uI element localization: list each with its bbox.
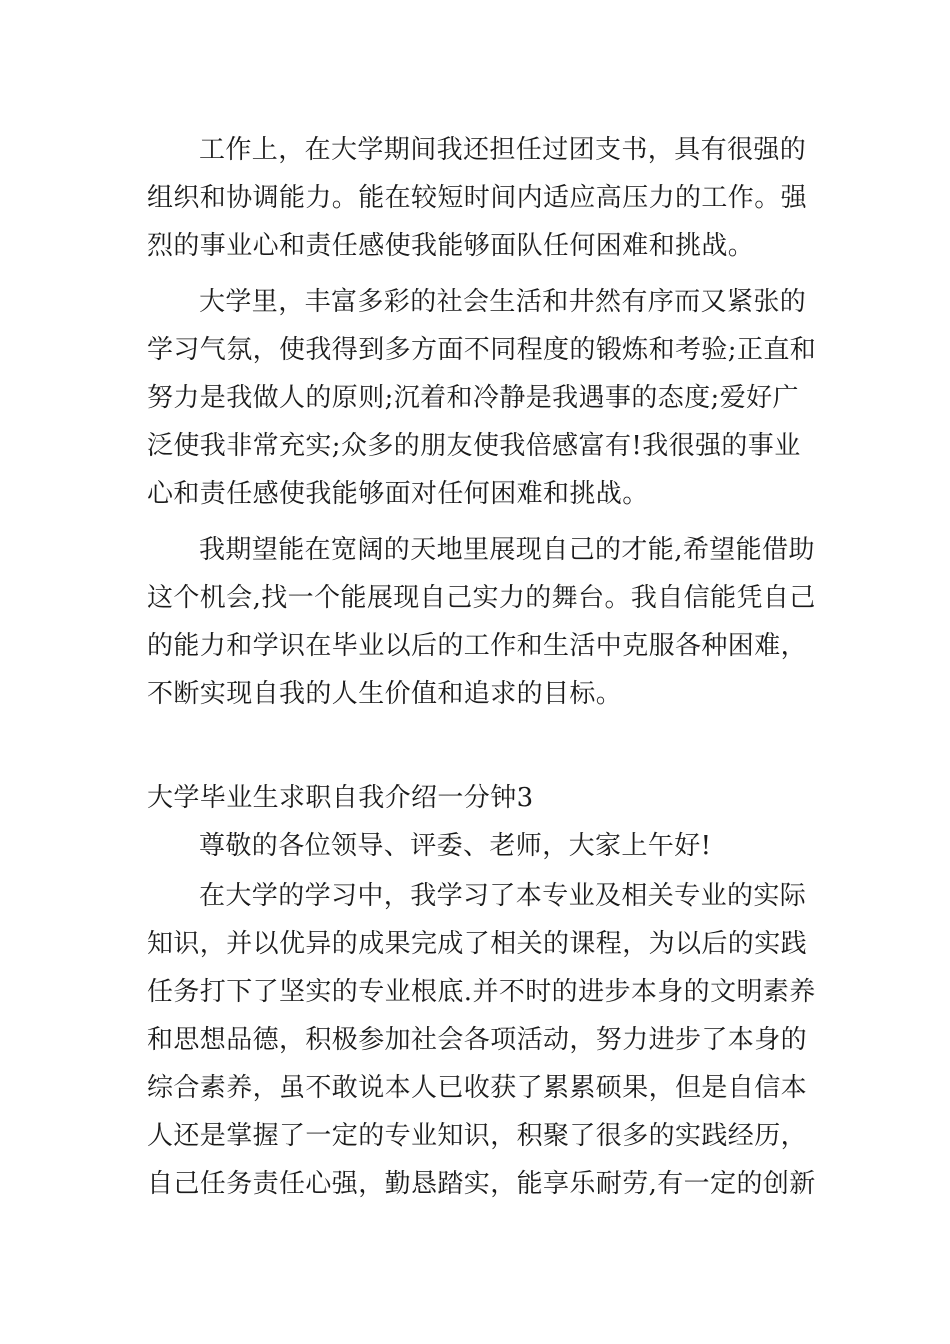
text-line: 不断实现自我的人生价值和追求的目标。 xyxy=(147,679,623,709)
text-line: 的能力和学识在毕业以后的工作和生活中克服各种困难， xyxy=(147,631,808,661)
text-line: 自己任务责任心强，勤恳踏实，能享乐耐劳,有一定的创新 xyxy=(147,1169,816,1199)
text-line: 人还是掌握了一定的专业知识，积聚了很多的实践经历， xyxy=(147,1121,808,1151)
text-line: 工作上，在大学期间我还担任过团支书，具有很强的 xyxy=(199,135,807,165)
text-line: 泛使我非常充实;众多的朋友使我倍感富有!我很强的事业 xyxy=(147,431,801,461)
text-line: 在大学的学习中，我学习了本专业及相关专业的实际 xyxy=(199,881,807,911)
text-line: 知识，并以优异的成果完成了相关的课程，为以后的实践 xyxy=(147,929,808,959)
text-line: 综合素养，虽不敢说本人已收获了累累硕果，但是自信本 xyxy=(147,1073,808,1103)
text-line: 我期望能在宽阔的天地里展现自己的才能,希望能借助 xyxy=(199,535,815,565)
text-line: 大学里，丰富多彩的社会生活和井然有序而又紧张的 xyxy=(199,287,807,317)
text-line: 努力是我做人的原则;沉着和冷静是我遇事的态度;爱好广 xyxy=(147,383,799,413)
text-line: 尊敬的各位领导、评委、老师，大家上午好! xyxy=(199,831,712,861)
text-line: 这个机会,找一个能展现自己实力的舞台。我自信能凭自己 xyxy=(147,583,816,613)
text-line: 心和责任感使我能够面对任何困难和挑战。 xyxy=(147,479,649,509)
text-line: 任务打下了坚实的专业根底.并不时的进步本身的文明素养 xyxy=(147,977,816,1007)
text-line: 学习气氛，使我得到多方面不同程度的锻炼和考验;正直和 xyxy=(147,335,817,365)
text-line: 组织和协调能力。能在较短时间内适应高压力的工作。强 xyxy=(147,183,808,213)
text-line: 烈的事业心和责任感使我能够面队任何困难和挑战。 xyxy=(147,231,755,261)
text-line: 和思想品德，积极参加社会各项活动，努力进步了本身的 xyxy=(147,1025,808,1055)
section-heading: 大学毕业生求职自我介绍一分钟3 xyxy=(147,783,534,813)
